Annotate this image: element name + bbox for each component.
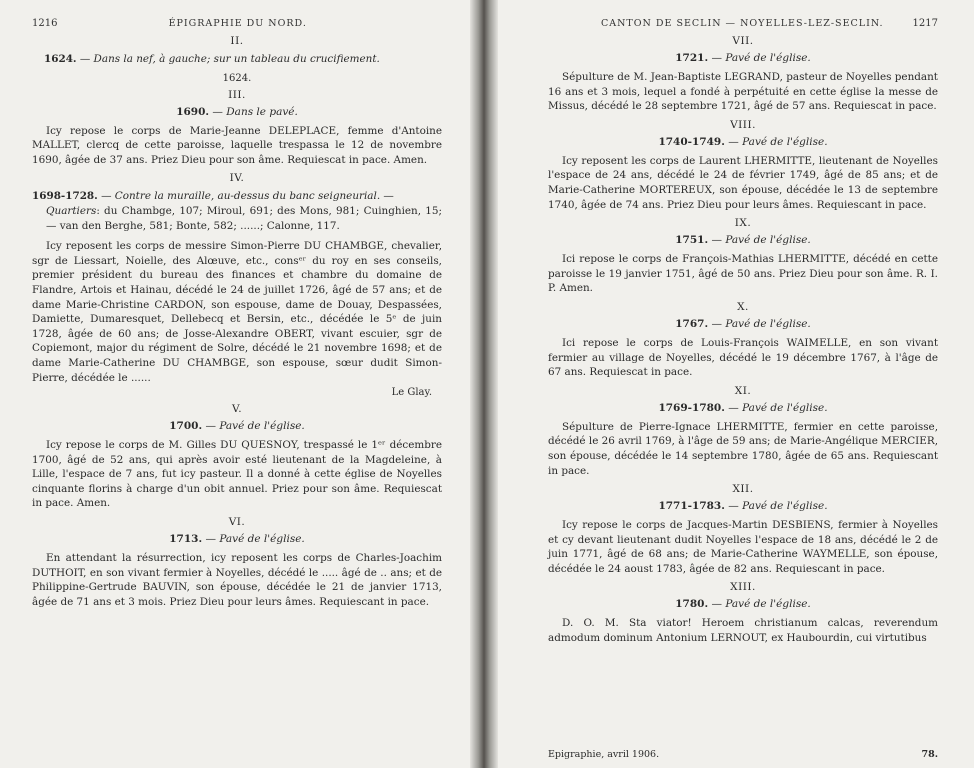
inscription-vii	[548, 35, 938, 114]
section-location: Pavé de l'église.	[742, 135, 828, 148]
section-text: Icy repose le corps de Marie-Jeanne DELEPLACE, femme d'Antoine MALLET, clercq de cette paroisse, laquelle trespassa le 12 de novembre 1690, âgée de 37 ans. Priez Dieu pour son âme. Requiescat in pace. Amen.	[32, 124, 442, 166]
quarters-label: Quartiers	[46, 204, 97, 217]
inscription-ii	[32, 35, 442, 84]
section-numeral: II.	[230, 35, 244, 47]
section-inscription: 1624.	[222, 72, 252, 84]
section-location: Dans le pavé.	[226, 105, 298, 118]
section-text: Ici repose le corps de François-Mathias LHERMITTE, décédé en cette paroisse le 19 janvier 1751, âgé de 50 ans. Priez Dieu pour son âme. R. I. P. Amen.	[548, 253, 938, 295]
section-heading: 1698-1728. — Contre la muraille, au-dessus du banc seigneurial. — Quartiers: du Chambge, 107; Miroul, 691; des Mons, 981; Cuinghien, 15; — van den Berghe, 581; Bonte, 582; ......; Calonne, 117.	[32, 190, 442, 232]
section-text: En attendant la résurrection, icy reposent les corps de Charles-Joachim DUTHOIT, en son vivant fermier à Noyelles, décédé le ..... âgé de .. ans; et de Philippine-Gertrude BAUVIN, son épouse, décédée le 21 de janvier 1713, âgée de 71 ans et 3 mois. Priez Dieu pour leurs âmes. Requiescant in pace.	[32, 552, 442, 608]
section-year: 1769-1780.	[658, 401, 725, 414]
section-text: Icy repose le corps de M. Gilles DU QUESNOY, trespassé le 1ᵉʳ décembre 1700, âgé de 52 ans, qui après avoir esté lieutenant de la Magdeleine, à Lille, l'espace de 7 ans, fut icy pasteur. Il a donné à cette église de Noyelles cinquante florins à charge d'un obit annuel. Priez pour son âme. Requiescat in pace. Amen.	[32, 439, 442, 510]
section-numeral: XII.	[732, 483, 754, 496]
section-location: Pavé de l'église.	[725, 52, 811, 64]
section-numeral: VIII.	[730, 118, 756, 131]
book-gutter	[470, 0, 498, 768]
section-heading: 1624. — Dans la nef, à gauche; sur un tableau du crucifiement.	[44, 53, 380, 65]
section-year: 1721.	[675, 52, 709, 64]
inscription-ix	[548, 217, 938, 296]
section-numeral: IV.	[229, 172, 245, 185]
section-year: 1624.	[44, 53, 77, 65]
section-numeral: X.	[737, 300, 749, 313]
section-numeral: VII.	[732, 35, 754, 47]
section-location: Dans la nef, à gauche; sur un tableau du crucifiement.	[93, 53, 380, 65]
section-text: D. O. M. Sta viator! Heroem christianum calcas, reverendum admodum dominum Antonium LERNOUT, ex Haubourdin, cui virtutibus	[548, 617, 938, 645]
quarters-line	[32, 204, 442, 233]
section-heading: 1690. — Dans le pavé.	[176, 105, 298, 118]
section-numeral: VI.	[228, 516, 246, 529]
inscription-xii	[548, 483, 938, 576]
footer-sheet-number: 78.	[921, 749, 938, 760]
section-text: Icy reposent les corps de messire Simon-Pierre DU CHAMBGE, chevalier, sgr de Liessart, Noielle, des Alœuve, etc., consᵉʳ du roy en ses conseils, premier président du bureau des finances et chambre du domaine de Flandre, Artois et Hainau, décédé le 24 de juillet 1726, âgé de 57 ans; et de dame Marie-Christine CARDON, son espouse, dame de Douay, Despassées, Damiette, Dumaresquet, Dellebecq et Bersin, etc., décédée le 5ᵉ de juin 1728, âgée de 60 ans; de Josse-Alexandre OBERT, vivant escuier, sgr de Copiemont, major du régiment de Solre, décédé le 21 novembre 1698; et de dame Marie-Catherine DU CHAMBGE, son espouse, sœur dudit Simon-Pierre, décédée le ......	[32, 240, 442, 384]
section-year: 1713.	[169, 533, 203, 546]
section-heading: 1780. — Pavé de l'église.	[675, 598, 811, 611]
section-year: 1700.	[169, 420, 203, 433]
section-location: Pavé de l'église.	[742, 500, 828, 513]
footer-publication: Epigraphie, avril 1906.	[548, 749, 660, 760]
section-location: Pavé de l'église.	[725, 234, 811, 247]
section-numeral: XIII.	[730, 581, 756, 594]
inscription-vi	[32, 516, 442, 609]
section-heading: 1769-1780. — Pavé de l'église.	[658, 401, 828, 414]
section-numeral: III.	[228, 88, 246, 101]
section-text: Sépulture de Pierre-Ignace LHERMITTE, fermier en cette paroisse, décédé le 26 avril 1769, à l'âge de 59 ans; de Marie-Angélique MERCIER, son épouse, décédée le 14 septembre 1780, âgée de 65 ans. Requiescant in pace.	[548, 420, 938, 477]
quarters-list: : du Chambge, 107; Miroul, 691; des Mons, 981; Cuinghien, 15; — van den Berghe, 581; Bonte, 582; ......; Calonne, 117.	[46, 204, 442, 232]
left-page	[0, 0, 470, 768]
section-heading: 1721. — Pavé de l'église.	[675, 52, 811, 64]
section-heading: 1713. — Pavé de l'église.	[169, 533, 305, 546]
section-numeral: XI.	[734, 384, 752, 397]
inscription-viii	[548, 119, 938, 212]
section-year: 1690.	[176, 105, 210, 118]
section-location: Contre la muraille, au-dessus du banc seigneurial.	[114, 190, 381, 203]
section-location: Pavé de l'église.	[742, 401, 828, 414]
section-year: 1780.	[675, 598, 709, 611]
section-heading: 1767. — Pavé de l'église.	[675, 317, 811, 330]
section-location: Pavé de l'église.	[219, 533, 305, 546]
right-page-number: 1217	[912, 18, 938, 29]
inscription-xiii	[548, 581, 938, 645]
section-text: Ici repose le corps de Louis-François WAIMELLE, en son vivant fermier au village de Noyelles, décédé le 19 décembre 1767, à l'âge de 67 ans. Requiescat in pace.	[548, 336, 938, 379]
signature: Le Glay.	[391, 387, 432, 399]
section-text: Icy repose le corps de Jacques-Martin DESBIENS, fermier à Noyelles et cy devant lieutenant dudit Noyelles l'espace de 18 ans, décédé le 2 de juin 1771, âgé de 68 ans; de Marie-Catherine WAYMELLE, son épouse, décédée le 24 aoust 1783, âgée de 82 ans. Requiescant in pace.	[548, 519, 938, 575]
section-numeral: V.	[231, 403, 243, 416]
inscription-x	[548, 301, 938, 380]
left-running-title: ÉPIGRAPHIE DU NORD.	[168, 18, 307, 29]
section-location: Pavé de l'église.	[219, 420, 305, 433]
right-footer	[548, 749, 938, 760]
right-running-title: CANTON DE SECLIN — NOYELLES-LEZ-SECLIN.	[600, 18, 884, 29]
section-year: 1698-1728.	[32, 190, 98, 203]
section-year: 1771-1783.	[658, 500, 725, 513]
section-location: Pavé de l'église.	[725, 598, 811, 611]
left-page-number: 1216	[32, 18, 58, 29]
section-text: Sépulture de M. Jean-Baptiste LEGRAND, pasteur de Noyelles pendant 16 ans et 3 mois, lequel a fondé à perpétuité en cette église la messe de Missus, décédé le 28 septembre 1721, âgé de 57 ans. Requiescat in pace.	[548, 71, 938, 113]
section-heading: 1700. — Pavé de l'église.	[169, 420, 305, 433]
section-heading: 1771-1783. — Pavé de l'église.	[658, 500, 828, 513]
right-page	[498, 0, 974, 768]
right-running-head	[548, 18, 938, 29]
inscription-xi	[548, 385, 938, 478]
section-location: Pavé de l'église.	[725, 317, 811, 330]
section-text: Icy reposent les corps de Laurent LHERMITTE, lieutenant de Noyelles l'espace de 24 ans, décédé le 24 de février 1749, âgé de 85 ans; et de Marie-Catherine MORTEREUX, son épouse, décédée le 13 de septembre 1740, âgée de 74 ans. Priez Dieu pour leurs âmes. Requiescant in pace.	[548, 154, 938, 211]
inscription-v	[32, 403, 442, 511]
inscription-iv	[32, 172, 442, 398]
inscription-iii	[32, 89, 442, 168]
section-year: 1751.	[675, 234, 709, 247]
section-year: 1767.	[675, 317, 709, 330]
left-running-head	[32, 18, 442, 29]
section-numeral: IX.	[734, 217, 752, 230]
section-year: 1740-1749.	[658, 135, 725, 148]
section-heading: 1740-1749. — Pavé de l'église.	[658, 135, 828, 148]
section-heading: 1751. — Pavé de l'église.	[675, 234, 811, 247]
